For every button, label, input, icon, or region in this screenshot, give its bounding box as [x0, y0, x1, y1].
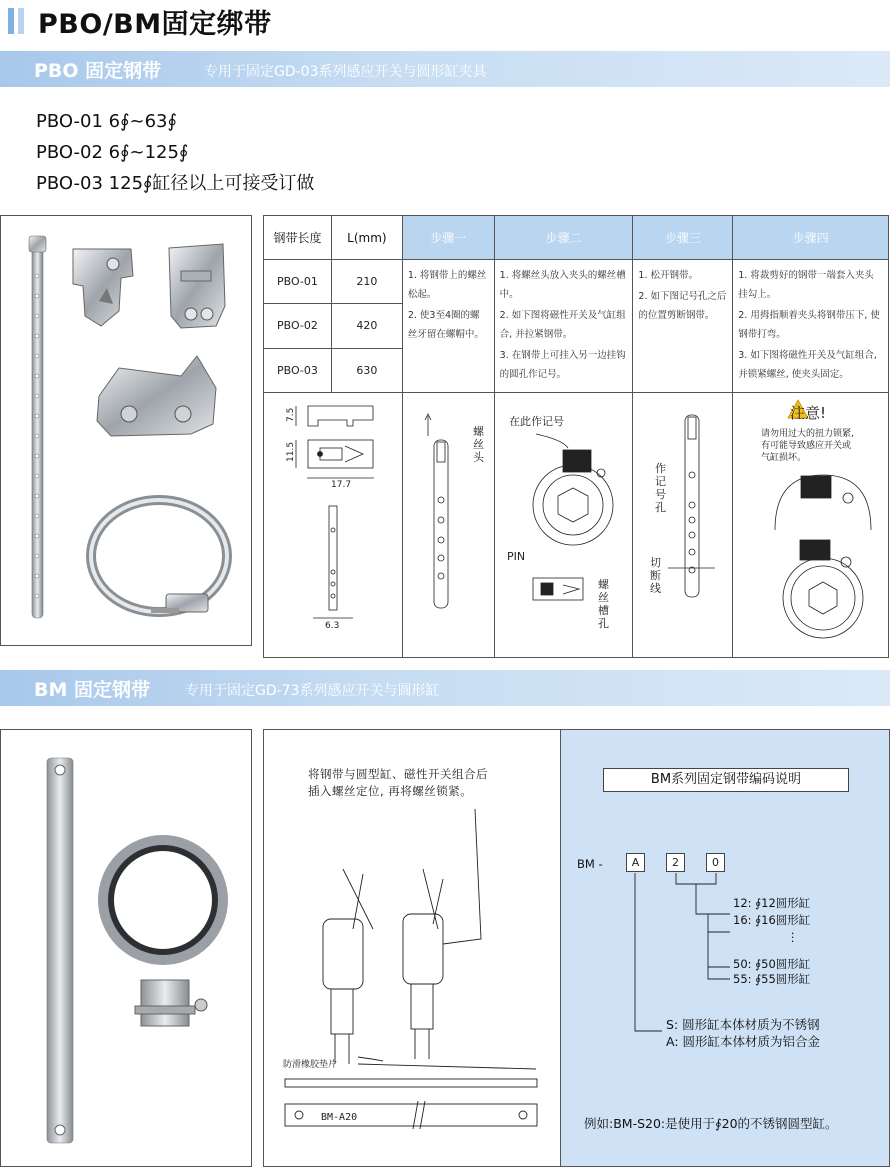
step-line: 2. 用拇指顺着夹头将钢带压下, 使钢带打弯。	[738, 310, 880, 340]
step-line: 2. 如下图记号孔之后的位置剪断钢带。	[638, 291, 727, 321]
step-line: 3. 如下图将磁性开关及气缸组合, 并锁紧螺丝, 使夹头固定。	[738, 350, 877, 380]
code-letter-material: A	[626, 853, 645, 872]
clamp-photo-side	[169, 244, 225, 328]
code-size-line: 16: ∮16圆形缸	[733, 913, 811, 927]
flat-strap-photo	[47, 758, 73, 1143]
title-accent-light	[18, 8, 24, 34]
step1-text	[402, 260, 494, 393]
ring-strap-photo	[91, 500, 227, 613]
table-header: 步骤二	[494, 216, 633, 260]
strip-label: BM-A20	[321, 1112, 358, 1123]
code-prefix: BM -	[577, 857, 603, 871]
table-cell-length: 420	[331, 304, 402, 348]
pbo-model-line: PBO-01 6∮~63∮	[36, 111, 177, 132]
code-size-line: ⋮	[787, 930, 799, 944]
bm-assembly-drawing	[263, 729, 561, 1167]
pbo-photo-panel	[0, 215, 252, 646]
step3-text	[633, 260, 733, 393]
step2-text	[494, 260, 633, 393]
bm-product-photos	[1, 730, 251, 1166]
table-cell-length: 210	[331, 260, 402, 304]
code-letter-size-2: 0	[706, 853, 725, 872]
pbo-banner-subtitle: 专用于固定GD-03系列感应开关与圆形缸夹具	[204, 64, 487, 80]
pbo-product-photos	[1, 216, 251, 645]
code-material-line: A: 圆形缸本体材质为铝合金	[666, 1034, 821, 1049]
pbo-section-banner	[0, 51, 890, 87]
table-header: 步骤三	[633, 216, 733, 260]
step-line: 1. 将裁剪好的钢带一端套入夹头挂勾上。	[738, 270, 874, 300]
step-line: 1. 将钢带上的螺丝松起。	[407, 270, 487, 300]
title-accent	[8, 8, 14, 34]
strap-photo	[29, 236, 46, 618]
pin-label: PIN	[507, 550, 526, 563]
code-size-line: 50: ∮50圆形缸	[733, 957, 811, 971]
note-line: 有可能导致感应开关或	[761, 441, 852, 451]
step-line: 1. 将螺丝头放入夹头的螺丝槽中。	[499, 270, 626, 300]
note-title: 注意!	[790, 404, 827, 422]
code-title-box: BM系列固定钢带编码说明	[603, 768, 849, 792]
note-line: 请勿用过大的扭力锁紧,	[761, 429, 854, 439]
table-header: 步骤一	[402, 216, 494, 260]
dim-label: 11.5	[286, 441, 296, 462]
dim-label: 7.5	[286, 407, 296, 422]
pbo-technical-drawings	[263, 380, 889, 645]
screw-head-label: 螺丝头	[473, 425, 484, 464]
bm-section-banner	[0, 670, 890, 706]
bm-banner-subtitle: 专用于固定GD-73系列感应开关与圆形缸	[185, 683, 440, 699]
mark-hole-label: 作记号孔	[655, 462, 666, 514]
title-bar	[0, 0, 890, 40]
table-cell-model: PBO-02	[264, 304, 332, 348]
pbo-model-line: PBO-02 6∮~125∮	[36, 142, 189, 163]
step4-text	[733, 260, 889, 393]
bm-ring-clamp-photo	[105, 842, 221, 1026]
table-header: L(mm)	[331, 216, 402, 260]
clamp-photo-front	[73, 249, 133, 326]
pad-label: 防滑橡胶垫片	[283, 1060, 338, 1070]
dim-label: 6.3	[325, 621, 340, 631]
instruction-line: 将钢带与圆型缸、磁性开关组合后	[308, 767, 488, 781]
table-header: 钢带长度	[264, 216, 332, 260]
step-line: 1. 松开钢带。	[638, 270, 699, 281]
clamp-photo-angled	[97, 356, 216, 436]
mark-here-label: 在此作记号	[509, 415, 564, 428]
code-example: 例如:BM-S20:是使用于∮20的不锈钢圆型缸。	[584, 1116, 838, 1131]
cut-line-label: 切断线	[650, 556, 661, 595]
dim-label: 17.7	[331, 480, 352, 490]
step-line: 3. 在钢带上可挂入另一边挂钩的圆孔作记号。	[499, 350, 626, 380]
table-cell-length: 630	[331, 348, 402, 392]
page-title: PBO/BM固定绑带	[38, 9, 272, 40]
table-cell-model: PBO-01	[264, 260, 332, 304]
note-line: 气缸损坏。	[761, 453, 807, 463]
step-line: 2. 使3至4圈的螺丝牙留在螺帽中。	[407, 310, 484, 340]
step-line: 2. 如下图将磁性开关及气缸组合, 并拉紧钢带。	[499, 310, 626, 340]
pbo-model-list	[36, 106, 314, 199]
pbo-model-line: PBO-03 125∮缸径以上可接受订做	[36, 173, 315, 194]
bm-banner-title: BM 固定钢带	[34, 679, 151, 701]
code-size-line: 12: ∮12圆形缸	[733, 896, 811, 910]
instruction-line: 插入螺丝定位, 再将螺丝锁紧。	[308, 784, 473, 798]
code-size-line: 55: ∮55圆形缸	[733, 972, 811, 986]
code-material-line: S: 圆形缸本体材质为不锈钢	[666, 1017, 820, 1032]
table-header: 步骤四	[733, 216, 889, 260]
code-connector-lines	[560, 729, 890, 1167]
screw-slot-label: 螺丝槽孔	[598, 578, 609, 630]
bm-photo-panel	[0, 729, 252, 1167]
code-letter-size-1: 2	[666, 853, 685, 872]
pbo-banner-title: PBO 固定钢带	[34, 60, 162, 82]
table-cell-model: PBO-03	[264, 348, 332, 392]
